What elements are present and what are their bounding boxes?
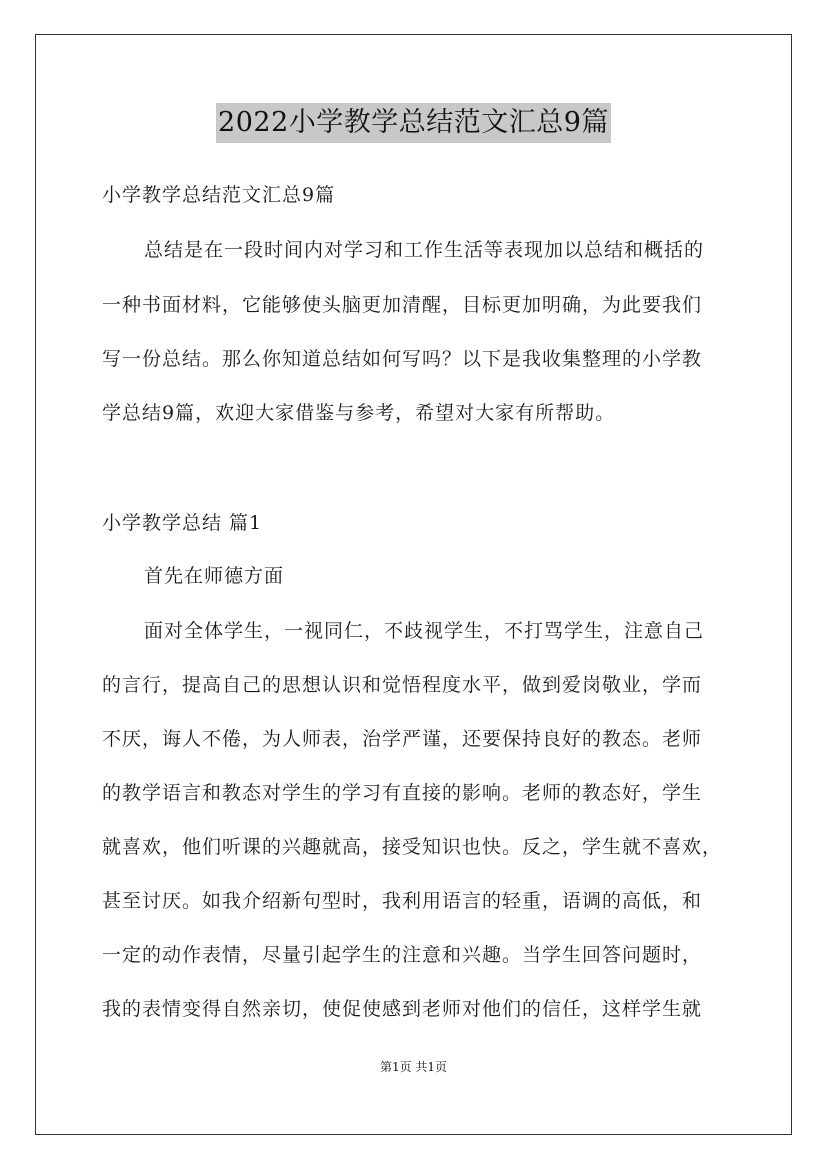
section-heading: 小学教学总结 篇1 xyxy=(102,512,263,534)
section-subheading: 首先在师德方面 xyxy=(144,565,285,587)
body-line-5: 就喜欢，他们听课的兴趣就高，接受知识也快。反之，学生就不喜欢， xyxy=(102,836,723,858)
title-container xyxy=(0,103,827,143)
intro-line-3: 写一份总结。那么你知道总结如何写吗？以下是我收集整理的小学教 xyxy=(102,348,703,370)
intro-line-4: 学总结9篇，欢迎大家借鉴与参考，希望对大家有所帮助。 xyxy=(102,402,616,424)
body-line-6: 甚至讨厌。如我介绍新句型时，我利用语言的轻重，语调的高低，和 xyxy=(102,890,703,912)
page-footer: 第1页 共1页 xyxy=(379,1060,448,1074)
body-line-4: 的教学语言和教态对学生的学习有直接的影响。老师的教态好，学生 xyxy=(102,782,703,804)
body-line-3: 不厌，诲人不倦，为人师表，治学严谨，还要保持良好的教态。老师 xyxy=(102,728,703,750)
intro-line-1: 总结是在一段时间内对学习和工作生活等表现加以总结和概括的 xyxy=(144,239,705,261)
body-line-1: 面对全体学生，一视同仁，不歧视学生，不打骂学生，注意自己 xyxy=(144,620,705,642)
body-line-8: 我的表情变得自然亲切，使促使感到老师对他们的信任，这样学生就 xyxy=(102,998,703,1020)
intro-line-2: 一种书面材料，它能够使头脑更加清醒，目标更加明确，为此要我们 xyxy=(102,294,703,316)
document-subtitle: 小学教学总结范文汇总9篇 xyxy=(102,184,336,206)
body-line-7: 一定的动作表情，尽量引起学生的注意和兴趣。当学生回答问题时， xyxy=(102,944,703,966)
body-line-2: 的言行，提高自己的思想认识和觉悟程度水平，做到爱岗敬业，学而 xyxy=(102,674,703,696)
document-title: 2022小学教学总结范文汇总9篇 xyxy=(216,103,611,143)
